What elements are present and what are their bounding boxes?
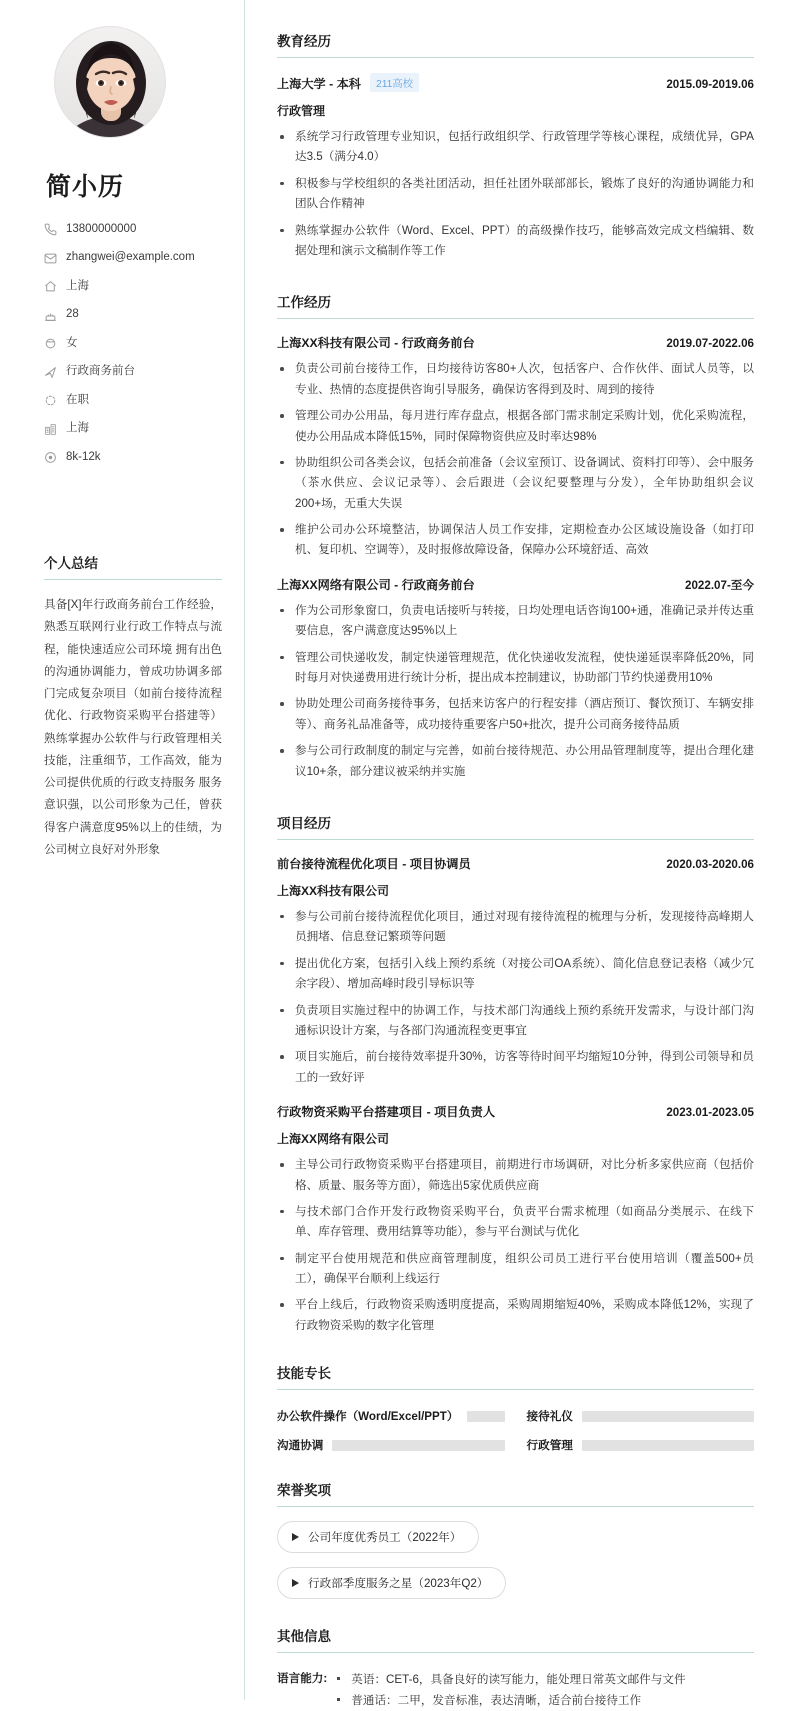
play-triangle-icon [292, 1533, 299, 1541]
work-entry-head [277, 334, 754, 351]
project-bullets [277, 1155, 754, 1336]
status-badge: 211高校 [370, 73, 419, 92]
skill-bar-track [582, 1440, 754, 1451]
list-item: 作为公司形象窗口，负责电话接听与转接，日均处理电话咨询100+通，准确记录并传达重要信息，客户满意度达95%以上 [277, 601, 754, 642]
list-item: 主导公司行政物资采购平台搭建项目，前期进行市场调研，对比分析多家供应商（包括价格、质量、服务等方面），筛选出5家优质供应商 [277, 1155, 754, 1196]
work-company: 上海XX网络有限公司 - 行政商务前台 [277, 577, 475, 592]
skill-bar-track [582, 1411, 754, 1422]
work-section-title: 工作经历 [277, 291, 754, 319]
contact-email [44, 252, 222, 265]
other-row [277, 1669, 754, 1711]
list-item: 平台上线后，行政物资采购透明度提高，采购周期缩短40%，采购成本降低12%，实现了行政物资采购的数字化管理 [277, 1295, 754, 1336]
rocket-icon [44, 366, 61, 379]
project-entry [277, 855, 754, 1088]
education-major: 行政管理 [277, 104, 326, 118]
list-item: 维护公司办公环境整洁，协调保洁人员工作安排，定期检查办公区域设施设备（如打印机、复印机、空调等），及时报修故障设备，保障办公环境舒适、高效 [277, 520, 754, 561]
contact-status-value: 在职 [66, 393, 89, 406]
list-item: 提出优化方案，包括引入线上预约系统（对接公司OA系统）、简化信息登记表格（减少冗余字段）、增加高峰时段引导标识等 [277, 954, 754, 995]
project-date: 2023.01-2023.05 [666, 1106, 754, 1120]
list-item: 普通话：二甲，发音标准，表达清晰，适合前台接待工作 [333, 1690, 754, 1711]
list-item: 管理公司快递收发，制定快递管理规范，优化快递收发流程，使快递延误率降低20%，同时每月对快递费用进行统计分析，提出成本控制建议，协助部门节约快递费用10% [277, 648, 754, 689]
honor-row [277, 1507, 754, 1553]
skill-label: 接待礼仪 [526, 1410, 573, 1424]
honor-row [277, 1553, 754, 1599]
skill-item [527, 1437, 755, 1453]
contact-phone-value: 13800000000 [66, 222, 137, 235]
section-honors [277, 1479, 754, 1599]
contact-position-value: 行政商务前台 [66, 365, 135, 378]
list-item: 系统学习行政管理专业知识，包括行政组织学、行政管理学等核心课程，成绩优异，GPA达3.5（满分4.0） [277, 127, 754, 168]
avatar [54, 26, 166, 138]
honor-item[interactable] [277, 1521, 479, 1553]
avatar-wrap [54, 26, 222, 138]
projects-section-title: 项目经历 [277, 812, 754, 840]
work-entry [277, 334, 754, 561]
contact-status [44, 394, 222, 407]
contact-gender-value: 女 [66, 336, 78, 349]
home-icon [44, 280, 61, 293]
honor-label: 公司年度优秀员工（2022年） [308, 1531, 462, 1545]
skill-item [277, 1408, 505, 1424]
page-title: 简小历 [46, 173, 125, 201]
contact-city [44, 423, 222, 436]
list-item: 协助处理公司商务接待事务，包括来访客户的行程安排（酒店预订、餐饮预订、车辆安排等）、商务礼品准备等，成功接待重要客户50+批次，提升公司商务接待品质 [277, 694, 754, 735]
list-item: 制定平台使用规范和供应商管理制度，组织公司员工进行平台使用培训（覆盖500+员工），确保平台顺利上线运行 [277, 1249, 754, 1290]
skill-item [527, 1408, 755, 1424]
skill-label: 办公软件操作（Word/Excel/PPT） [277, 1410, 459, 1424]
project-date: 2020.03-2020.06 [666, 857, 754, 871]
contact-hometown [44, 280, 222, 293]
education-bullets [277, 127, 754, 261]
education-school: 上海大学 - 本科 [277, 77, 361, 91]
list-item: 负责公司前台接待工作，日均接待访客80+人次，包括客户、合作伙伴、面试人员等，以专业、热情的态度提供咨询引导服务，确保访客得到及时、周到的接待 [277, 359, 754, 400]
skills-grid [277, 1408, 754, 1453]
contact-email-value: zhangwei@example.com [66, 251, 195, 264]
section-projects [277, 812, 754, 1336]
list-item: 负责项目实施过程中的协调工作，与技术部门沟通线上预约系统开发需求，与设计部门沟通标识设计方案，与各部门沟通流程变更事宜 [277, 1001, 754, 1042]
contact-phone [44, 223, 222, 236]
honor-label: 行政部季度服务之星（2023年Q2） [308, 1577, 489, 1591]
project-name: 前台接待流程优化项目 - 项目协调员 [277, 856, 471, 871]
list-item: 协助组织公司各类会议，包括会前准备（会议室预订、设备调试、资料打印等）、会中服务（茶水供应、会议记录等）、会后跟进（会议纪要整理与分发），全年协助组织会议200+场，无重大失误 [277, 453, 754, 514]
list-item: 参与公司行政制度的制定与完善，如前台接待规范、办公用品管理制度等，提出合理化建议10+条，部分建议被采纳并实施 [277, 741, 754, 782]
section-education [277, 30, 754, 261]
education-school-line [277, 73, 419, 92]
summary-section-title: 个人总结 [44, 552, 222, 580]
email-icon [44, 252, 61, 265]
work-entry [277, 576, 754, 782]
other-label: 语言能力: [277, 1672, 328, 1686]
section-other [277, 1625, 754, 1711]
phone-icon [44, 223, 61, 236]
status-icon [44, 394, 61, 407]
project-name: 行政物资采购平台搭建项目 - 项目负责人 [277, 1105, 496, 1120]
contact-city-value: 上海 [66, 422, 89, 435]
skill-bar-track [467, 1411, 504, 1422]
work-date: 2019.07-2022.06 [666, 337, 754, 351]
other-section-title: 其他信息 [277, 1625, 754, 1653]
skill-label: 行政管理 [526, 1439, 573, 1453]
section-work [277, 291, 754, 782]
sidebar [0, 0, 245, 1700]
contact-hometown-value: 上海 [66, 279, 89, 292]
salary-icon [44, 451, 61, 464]
city-icon [44, 423, 61, 436]
education-section-title: 教育经历 [277, 30, 754, 58]
list-item: 积极参与学校组织的各类社团活动，担任社团外联部部长，锻炼了良好的沟通协调能力和团队合作精神 [277, 174, 754, 215]
education-date: 2015.09-2019.06 [666, 78, 754, 91]
work-bullets [277, 601, 754, 782]
honor-item[interactable] [277, 1567, 506, 1599]
work-entry-head [277, 576, 754, 593]
work-bullets [277, 359, 754, 561]
skills-section-title: 技能专长 [277, 1362, 754, 1390]
list-item: 熟练掌握办公软件（Word、Excel、PPT）的高级操作技巧，能够高效完成文档编辑、数据处理和演示文稿制作等工作 [277, 221, 754, 262]
list-item: 参与公司前台接待流程优化项目，通过对现有接待流程的梳理与分析，发现接待高峰期人员拥堵、信息登记繁琐等问题 [277, 907, 754, 948]
list-item: 管理公司办公用品，每月进行库存盘点，根据各部门需求制定采购计划，优化采购流程，使办公用品成本降低15%，同时保障物资供应及时率达98% [277, 406, 754, 447]
work-date: 2022.07-至今 [685, 578, 754, 592]
project-company: 上海XX网络有限公司 [277, 1132, 390, 1147]
contact-gender [44, 337, 222, 350]
education-entry-head [277, 73, 754, 92]
contact-position [44, 366, 222, 379]
avatar-photo-icon [55, 27, 166, 138]
skill-label: 沟通协调 [277, 1439, 324, 1453]
skill-item [277, 1437, 505, 1453]
project-bullets [277, 907, 754, 1088]
contact-age [44, 309, 222, 322]
other-list [333, 1669, 754, 1711]
project-company: 上海XX科技有限公司 [277, 883, 390, 898]
contact-salary [44, 451, 222, 464]
main-column [245, 0, 794, 1708]
honors-section-title: 荣誉奖项 [277, 1479, 754, 1507]
section-skills [277, 1362, 754, 1453]
play-triangle-icon [292, 1579, 299, 1587]
cake-icon [44, 309, 61, 322]
project-entry-head [277, 1103, 754, 1120]
contact-salary-value: 8k-12k [66, 450, 101, 463]
project-entry [277, 1103, 754, 1336]
list-item: 英语：CET-6，具备良好的读写能力，能处理日常英文邮件与文件 [333, 1669, 754, 1690]
contact-list [44, 223, 222, 464]
project-entry-head [277, 855, 754, 872]
skill-bar-track [332, 1440, 504, 1451]
contact-age-value: 28 [66, 308, 79, 321]
list-item: 项目实施后，前台接待效率提升30%，访客等待时间平均缩短10分钟，得到公司领导和员工的一致好评 [277, 1047, 754, 1088]
education-entry [277, 73, 754, 261]
list-item: 与技术部门合作开发行政物资采购平台，负责平台需求梳理（如商品分类展示、在线下单、库存管理、费用结算等功能），参与平台测试与优化 [277, 1202, 754, 1243]
work-company: 上海XX科技有限公司 - 行政商务前台 [277, 336, 475, 351]
gender-icon [44, 337, 61, 350]
summary-text: 具备[X]年行政商务前台工作经验，熟悉互联网行业行政工作特点与流程，能快速适应公司环境 拥有出色的沟通协调能力，曾成功协调多部门完成复杂项目（如前台接待流程优化、行政物资采购平台搭建等）熟练掌握办公软件与行政管理相关技能，注重细节，工作高效，能为公司提供优质的行政支持服务 服务意识强，以公司形象为己任，曾获得客户满意度95%以上的佳绩，为公司树立良好对外形象 [44, 598, 222, 856]
